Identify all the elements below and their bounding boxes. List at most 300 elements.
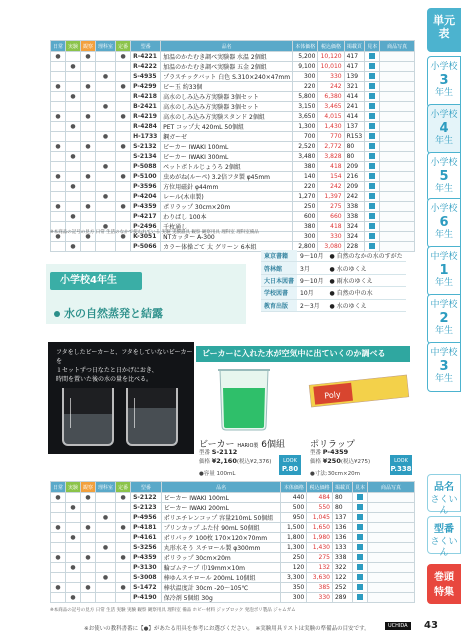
dot-lab: ● (96, 162, 116, 172)
dot-standard (116, 102, 131, 112)
item-tax-price: 3,080 (318, 242, 344, 252)
item-page: 324 (344, 222, 365, 232)
item-page: 338 (332, 553, 352, 563)
table-row (51, 212, 415, 222)
sample-mark (353, 553, 368, 563)
item-page: 137 (332, 513, 352, 523)
tab-model-index[interactable] (427, 516, 461, 558)
price-label: 価格 (310, 459, 322, 465)
item-code: R-4221 (131, 52, 161, 62)
dot-lab (96, 242, 116, 252)
item-photo (380, 142, 415, 152)
col-code: 型番 (131, 482, 162, 493)
table-row (51, 142, 415, 152)
item-photo (380, 72, 415, 82)
dot-daily (51, 533, 66, 543)
sample-mark (365, 72, 380, 82)
table-row (51, 72, 415, 82)
dot-lab (96, 212, 116, 222)
dot-observation: ● (81, 52, 96, 62)
item-tax-price: 3,630 (307, 573, 333, 583)
item-name: プラスチックバット 白色 S.310×240×47mm (161, 72, 293, 82)
schedule-row (261, 250, 406, 262)
sample-icon (357, 594, 363, 600)
item-name: ビーカー IWAKI 100mL (161, 493, 281, 503)
dot-standard: ● (116, 52, 131, 62)
dot-standard (116, 122, 131, 132)
sample-icon (369, 223, 375, 229)
item-name: 方位用磁針 φ44mm (161, 182, 293, 192)
item-name: 高水のしみ込み方実験器 3個セット (161, 102, 293, 112)
item-photo (368, 533, 415, 543)
month: 9〜10月 (297, 250, 326, 262)
col-tax-price: 税込価格 (318, 41, 344, 52)
dot-experiment (66, 583, 81, 593)
dot-experiment (66, 132, 81, 142)
item-code: S-3008 (131, 573, 162, 583)
item-name: ペットボトルじょうろ 2個組 (161, 162, 293, 172)
item-page: 136 (332, 533, 352, 543)
dot-lab (96, 503, 116, 513)
table-row (51, 593, 415, 603)
sample-icon (369, 203, 375, 209)
item-price: 1,800 (281, 533, 307, 543)
dot-experiment (66, 513, 81, 523)
product-price: ¥250 (322, 457, 341, 465)
table-row (51, 533, 415, 543)
item-price: 3,150 (293, 102, 318, 112)
col-name: 品名 (161, 482, 281, 493)
sample-icon (357, 564, 363, 570)
item-code: H-1733 (131, 132, 161, 142)
dot-experiment (66, 162, 81, 172)
month: 2〜3月 (297, 299, 326, 311)
item-price: 300 (293, 72, 318, 82)
item-tax-price: 330 (318, 72, 344, 82)
item-tax-price: 1,650 (307, 523, 333, 533)
item-page: 80 (332, 503, 352, 513)
tab-elementary-6[interactable] (427, 198, 461, 248)
dot-daily (51, 102, 66, 112)
item-code: K-3051 (131, 232, 161, 242)
tab-sub: 年生 (434, 374, 453, 384)
dot-experiment: ● (66, 533, 81, 543)
dot-experiment (66, 52, 81, 62)
dot-observation (81, 593, 96, 603)
item-photo (368, 523, 415, 533)
item-price: 380 (293, 162, 318, 172)
sample-icon (369, 153, 375, 159)
dot-standard (116, 503, 131, 513)
dot-standard (116, 62, 131, 72)
item-price: 300 (281, 593, 307, 603)
publisher: 東京書籍 (261, 250, 297, 262)
dot-daily: ● (51, 112, 66, 122)
item-photo (380, 82, 415, 92)
item-tax-price: 2,772 (318, 142, 344, 152)
item-name: PET コップ大 420mL 50個組 (161, 122, 293, 132)
sample-icon (369, 243, 375, 249)
dot-lab (96, 523, 116, 533)
dot-observation: ● (81, 583, 96, 593)
dot-experiment: ● (66, 563, 81, 573)
item-name: ポリラップ 30cm×20m (161, 202, 293, 212)
sample-icon (369, 63, 375, 69)
dot-standard: ● (116, 493, 131, 503)
svg-text:Poly: Poly (323, 389, 342, 401)
dot-daily: ● (51, 553, 66, 563)
dot-daily (51, 92, 66, 102)
dot-lab (96, 152, 116, 162)
product-set: 6個組 (261, 440, 286, 450)
sample-icon (369, 143, 375, 149)
code-label: 型番 (199, 450, 211, 456)
table-row (51, 202, 415, 212)
item-price: 250 (293, 202, 318, 212)
sample-mark (365, 132, 380, 142)
dot-daily (51, 182, 66, 192)
sample-icon (357, 534, 363, 540)
equipment-table-top (50, 40, 415, 252)
dot-standard: ● (116, 82, 131, 92)
dot-daily (51, 162, 66, 172)
item-page: 80 (332, 493, 352, 503)
item-tax-price: 1,430 (318, 122, 344, 132)
look-button-right[interactable] (390, 455, 412, 475)
dot-standard (116, 212, 131, 222)
dot-experiment: ● (66, 122, 81, 132)
dot-experiment: ● (66, 242, 81, 252)
look-label: LOOK (283, 458, 297, 464)
item-price: 120 (281, 563, 307, 573)
dot-daily: ● (51, 232, 66, 242)
dot-standard (116, 543, 131, 553)
item-tax-price: 550 (307, 503, 333, 513)
col-lab: 理科室 (96, 41, 116, 52)
item-page: 139 (344, 72, 365, 82)
dot-lab: ● (96, 222, 116, 232)
item-tax-price: 770 (318, 132, 344, 142)
col-price: 本体価格 (293, 41, 318, 52)
beaker-icon (126, 388, 178, 446)
item-name: わりばし 100本 (161, 212, 293, 222)
dot-experiment (66, 192, 81, 202)
item-name: 棒状温度計 30cm -20〜105℃ (161, 583, 281, 593)
dot-observation (81, 563, 96, 573)
item-photo (368, 563, 415, 573)
table-row (51, 52, 415, 62)
item-photo (368, 493, 415, 503)
item-photo (380, 152, 415, 162)
item-price: 300 (293, 232, 318, 242)
product-price: ¥2,160 (211, 457, 237, 465)
table-row (51, 192, 415, 202)
item-name: ポリエチレンコップ 容量210mL 50個組 (161, 513, 281, 523)
unit: ● 自然のなかの水のすがた (326, 250, 405, 262)
dot-standard: ● (116, 112, 131, 122)
item-name: 千枚通し (161, 222, 293, 232)
tab-name-index[interactable] (427, 474, 461, 516)
item-photo (380, 162, 415, 172)
item-tax-price: 418 (318, 222, 344, 232)
schedule-row (261, 274, 406, 286)
tab-sub: 年生 (434, 88, 453, 98)
schedule-row (261, 262, 406, 274)
tab-junior-3[interactable] (427, 342, 461, 392)
item-tax-price: 275 (307, 553, 333, 563)
item-photo (368, 503, 415, 513)
item-price: 950 (281, 513, 307, 523)
item-code: S-2134 (131, 152, 161, 162)
item-tax-price: 154 (318, 172, 344, 182)
sample-icon (357, 494, 363, 500)
tab-junior-2[interactable] (427, 294, 461, 344)
table-row (51, 162, 415, 172)
dot-lab: ● (96, 102, 116, 112)
table-row (51, 573, 415, 583)
item-name: 保冷剤 5個組 30g (161, 593, 281, 603)
sample-mark (365, 112, 380, 122)
dot-observation (81, 543, 96, 553)
item-name: 高水のしみ込み方実験器 3個セット (161, 92, 293, 102)
item-page: 80 (344, 142, 365, 152)
item-tax-price: 275 (318, 202, 344, 212)
dot-observation: ● (81, 112, 96, 122)
item-page: 137 (344, 122, 365, 132)
table-header-row (51, 41, 415, 52)
dot-observation (81, 182, 96, 192)
table-row (51, 62, 415, 72)
table-row (51, 152, 415, 162)
item-code: P-4190 (131, 593, 162, 603)
tab-feature[interactable] (427, 564, 461, 604)
col-experiment: 実験 (66, 482, 81, 493)
item-photo (380, 132, 415, 142)
page-number: 43 (424, 620, 438, 631)
product-note: ●寸法:30cm×20m (310, 471, 360, 477)
item-code: P-3130 (131, 563, 162, 573)
item-photo (380, 92, 415, 102)
item-name: 加温のかたむき調べ実験器 水温 2個組 (161, 52, 293, 62)
sample-icon (369, 123, 375, 129)
item-name: 輪ゴムテープ 巾19mm×10m (161, 563, 281, 573)
item-page: 324 (344, 232, 365, 242)
tab-label: 小学校 (430, 110, 458, 120)
item-code: S-1472 (131, 583, 162, 593)
tab-elementary-4[interactable] (427, 104, 461, 154)
item-price: 2,800 (293, 242, 318, 252)
publisher: 大日本図書 (261, 274, 297, 286)
sample-icon (369, 213, 375, 219)
item-photo (380, 102, 415, 112)
tab-elementary-5[interactable] (427, 152, 461, 202)
sample-mark (365, 62, 380, 72)
item-code: S-3256 (131, 543, 162, 553)
sample-icon (369, 193, 375, 199)
item-page: 322 (332, 563, 352, 573)
sample-mark (365, 202, 380, 212)
tab-grade: 3 (439, 359, 449, 374)
tab-sub: 年生 (434, 326, 453, 336)
item-photo (380, 172, 415, 182)
item-price: 2,520 (293, 142, 318, 152)
dot-daily (51, 212, 66, 222)
item-tax-price: 242 (318, 182, 344, 192)
dot-daily (51, 152, 66, 162)
item-price: 380 (293, 222, 318, 232)
dot-daily (51, 593, 66, 603)
item-name: 加温のかたむき調べ実験器 五金 2個組 (161, 62, 293, 72)
tab-elementary-3[interactable] (427, 56, 461, 108)
item-name: 棒ゆんスチロール 200mL 10個組 (161, 573, 281, 583)
sample-icon (369, 93, 375, 99)
sample-mark (365, 192, 380, 202)
tab-label: 型番 (434, 524, 454, 535)
item-tax-price: 3,828 (318, 152, 344, 162)
item-tax-price: 660 (318, 212, 344, 222)
sample-icon (357, 524, 363, 530)
item-code: P-4217 (131, 212, 161, 222)
dot-daily (51, 573, 66, 583)
dot-experiment: ● (66, 212, 81, 222)
dot-observation (81, 242, 96, 252)
dot-experiment: ● (66, 152, 81, 162)
dot-lab (96, 92, 116, 102)
tab-label: 中学校 (430, 252, 458, 262)
item-tax-price: 1,045 (307, 513, 333, 523)
dot-daily (51, 503, 66, 513)
product-right-info (310, 448, 370, 478)
item-photo (368, 593, 415, 603)
product-tax-price: (税込¥2,376) (236, 459, 272, 465)
col-standard: 定番 (116, 482, 131, 493)
dot-experiment: ● (66, 182, 81, 192)
col-sample: 見本 (365, 41, 380, 52)
dot-daily (51, 72, 66, 82)
item-price: 1,300 (293, 122, 318, 132)
dot-standard: ● (116, 202, 131, 212)
item-code: P-4299 (131, 82, 161, 92)
caption-line: フタをしたビーカーと、フタをしていないビーカーを (56, 349, 193, 365)
dot-experiment (66, 72, 81, 82)
dot-observation: ● (81, 493, 96, 503)
tab-junior-1[interactable] (427, 246, 461, 296)
col-observation: 観察 (81, 482, 96, 493)
brand-logo: UCHIDA (385, 622, 411, 630)
item-page: 289 (332, 593, 352, 603)
dot-observation: ● (81, 172, 96, 182)
experiment-banner: ビーカーに入れた水が空気中に出ていくのか調べる (196, 346, 410, 362)
item-name: ビーカー IWAKI 300mL (161, 152, 293, 162)
item-code: S-4935 (131, 72, 161, 82)
dot-observation (81, 92, 96, 102)
col-observation: 観察 (81, 41, 96, 52)
table-row (51, 182, 415, 192)
month: 9〜10月 (297, 274, 326, 286)
sample-mark (365, 232, 380, 242)
tab-label: 巻頭 (434, 572, 454, 583)
dot-standard: ● (116, 553, 131, 563)
dot-observation (81, 62, 96, 72)
col-experiment: 実験 (66, 41, 81, 52)
dot-daily: ● (51, 523, 66, 533)
sample-mark (353, 573, 368, 583)
photo-caption (56, 348, 194, 384)
dot-standard (116, 563, 131, 573)
dot-daily: ● (51, 172, 66, 182)
dot-lab (96, 182, 116, 192)
sample-icon (357, 514, 363, 520)
col-code: 型番 (131, 41, 161, 52)
dot-experiment: ● (66, 92, 81, 102)
item-tax-price: 6,380 (318, 92, 344, 102)
item-price: 1,270 (293, 192, 318, 202)
sample-icon (369, 73, 375, 79)
sample-mark (353, 563, 368, 573)
item-name: レール(木車製) (161, 192, 293, 202)
sample-icon (357, 544, 363, 550)
sample-mark (353, 543, 368, 553)
dot-lab (96, 172, 116, 182)
sample-mark (365, 172, 380, 182)
item-price: 600 (293, 212, 318, 222)
dot-lab: ● (96, 573, 116, 583)
table-row (51, 102, 415, 112)
look-button-left[interactable] (279, 455, 301, 475)
sample-mark (353, 533, 368, 543)
item-page: 414 (344, 92, 365, 102)
dot-lab: ● (96, 72, 116, 82)
tab-grade: 6 (439, 215, 449, 230)
sample-mark (365, 162, 380, 172)
item-photo (380, 62, 415, 72)
tab-unit-table[interactable] (427, 8, 461, 52)
dot-standard (116, 132, 131, 142)
sample-mark (353, 513, 368, 523)
item-tax-price: 4,015 (318, 112, 344, 122)
table-row (51, 543, 415, 553)
item-photo (380, 122, 415, 132)
wrap-box-image (306, 366, 412, 426)
sample-icon (369, 113, 375, 119)
item-code: P-4359 (131, 553, 162, 563)
look-page: P.80 (281, 465, 299, 473)
dot-standard (116, 92, 131, 102)
dot-observation (81, 122, 96, 132)
dot-daily (51, 513, 66, 523)
tab-label: 中学校 (430, 300, 458, 310)
table-row (51, 132, 415, 142)
dot-lab (96, 533, 116, 543)
tab-label: 品名 (434, 482, 454, 493)
item-photo (380, 182, 415, 192)
item-page: 209 (344, 182, 365, 192)
dot-lab (96, 553, 116, 563)
tab-label: 中学校 (430, 348, 458, 358)
unit: ● 水のゆくえ (326, 299, 405, 311)
dot-lab: ● (96, 132, 116, 142)
dot-standard (116, 513, 131, 523)
product-maker: HARIO製 (237, 443, 259, 449)
sample-mark (365, 142, 380, 152)
dot-observation (81, 192, 96, 202)
sample-icon (369, 173, 375, 179)
dot-lab (96, 82, 116, 92)
sample-icon (369, 83, 375, 89)
sample-mark (365, 122, 380, 132)
item-page: 216 (344, 172, 365, 182)
sample-icon (357, 584, 363, 590)
